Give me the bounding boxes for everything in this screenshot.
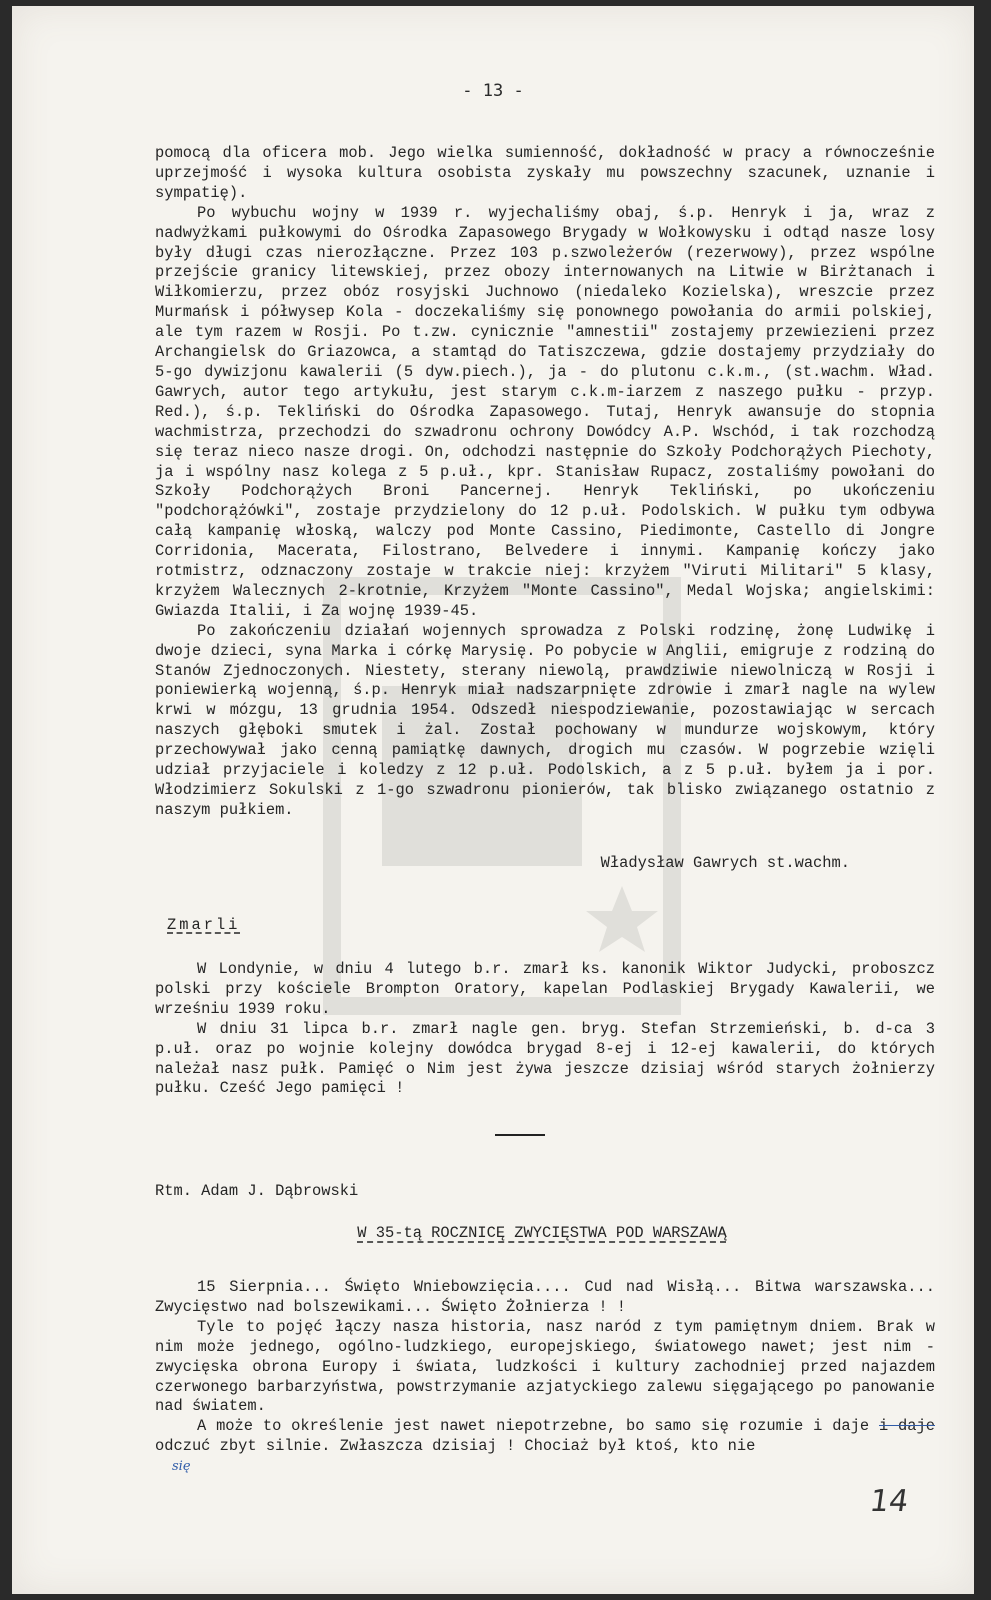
obituary-continuation — [155, 144, 935, 821]
paragraph: Po zakończeniu działań wojennych sprowadza z Polski rodzinę, żonę Ludwikę i dwoje dzieci, syna Marka i córkę Marysię. Po pobycie w Anglii, emigruje z rodziną do Stanów Zjednoczonych. Niestety, sterany niewolą, prawdziwie niewolniczą w Rosji i poniewierką wojenną, ś.p. Henryk miał nadszarpnięte zdrowie i zmarł nagle na wylew krwi w mózgu, 13 grudnia 1954. Odszedł niespodziewanie, pozostawiając w sercach naszych głęboki smutek i żal. Został pochowany w mundurze wojskowym, który przechowywał jako cenną pamiątkę dawnych, drogich mu czasów. W pogrzebie wzięli udział przyjaciele i koledzy z 12 p.uł. Podolskich, a z 5 p.uł. byłem ja i por. Włodzimierz Sokulski z 1-go szwadronu pionierów, tak blisko związanego ostatnio z naszym pułkiem. — [155, 621, 935, 819]
article-title — [152, 1224, 932, 1244]
handwritten-correction: się — [172, 1459, 191, 1474]
handwritten-page-mark: 14 — [867, 1484, 911, 1519]
paragraph: Po wybuchu wojny w 1939 r. wyjechaliśmy obaj, ś.p. Henryk i ja, wraz z nadwyżkami pułkowymi do Ośrodka Zapasowego Brygady w Wołkowysku i odtąd nasze losy były długi czas nierozłączne. Przez 103 p.szwoleżerów (rezerwowy), przez wspólne przejście granicy litewskiej, przez obozy internowanych na Litwie w Birżtanach i Wiłkomierzu, przez obóz rosyjski Juchnowo (niedaleko Kozielska), wreszcie przez Murmańsk i półwysep Kola - doczekaliśmy się ponownego powołania do armii polskiej, ale tym razem w Rosji. Po t.zw. cynicznie "amnestii" zostajemy przewiezieni przez Archangielsk do Griazowca, a stamtąd do Tatiszczewa, gdzie dostajemy przydziały do 5-go dywizjonu kawalerii (5 dyw.piech.), ja - do plutonu c.k.m., (st.wachm. Wład. Gawrych, autor tego artykułu, jest starym c.k.m-iarzem z naszego pułku - przyp. Red.), ś.p. Tekliński do Ośrodka Zapasowego. Tutaj, Henryk awansuje do stopnia wachmistrza, przechodzi do szwadronu ochrony Dowódcy A.P. Wschód, i tak rozchodzą się teraz nieco nasze drogi. On, odchodzi następnie do Szkoły Podchorążych Piechoty, ja i wspólny nasz kolega z 5 p.uł., kpr. Stanisław Rupacz, zostaliśmy powołani do Szkoły Podchorążych Broni Pancernej. Henryk Tekliński, po ukończeniu "podchorążówki", zostaje przydzielony do 12 p.uł. Podolskich. W pułku tym odbywa całą kampanię włoską, walczy pod Monte Cassino, Piedimonte, Castello di Jongre Corridonia, Macerata, Filostrano, Belvedere i innymi. Kampanię kończy jako rotmistrz, odznaczony zostaje w trakcie niej: krzyżem "Viruti Militari" 5 klasy, krzyżem Walecznych 2-krotnie, Krzyżem "Monte Cassino", Medal Wojska; angielskimi: Gwiazda Italii, i Za wojnę 1939-45. — [155, 203, 935, 620]
death-notices — [155, 960, 935, 1099]
paragraph — [155, 1417, 935, 1457]
article-body — [155, 1278, 935, 1457]
section-heading-zmarli — [167, 916, 947, 936]
article-title-text: W 35-tą ROCZNICĘ ZWYCIĘSTWA POD WARSZAWĄ — [357, 1224, 727, 1242]
paragraph: pomocą dla oficera mob. Jego wielka sumienność, dokładność w pracy a równocześnie uprzejmość i wysoka kultura osobista zyskały mu powszechny szacunek, uznanie i sympatię). — [155, 144, 935, 202]
paragraph: W dniu 31 lipca b.r. zmarł nagle gen. bryg. Stefan Strzemieński, b. d-ca 3 p.uł. oraz po wojnie kolejny dowódca brygad 8-ej i 12-ej kawalerii, do których należał nasz pułk. Pamięć o Nim jest żywa jeszcze dzisiaj wśród starych żołnierzy pułku. Cześć Jego pamięci ! — [155, 1019, 935, 1098]
section-divider — [495, 1134, 545, 1136]
struck-text: i daje — [878, 1417, 935, 1436]
document-page — [12, 6, 974, 1594]
page-number: - 13 - — [462, 81, 524, 101]
paragraph-start: A może to określenie jest nawet niepotrzebne, bo samo się rozumie i daje — [197, 1417, 870, 1436]
article-author: Rtm. Adam J. Dąbrowski — [155, 1182, 359, 1200]
paragraph: W Londynie, w dniu 4 lutego b.r. zmarł ks. kanonik Wiktor Judycki, proboszcz polski przy kościele Brompton Oratory, kapelan Podlaskiej Brygady Kawalerii, we wrześniu 1939 roku. — [155, 960, 935, 1018]
paragraph-end: odczuć zbyt silnie. Zwłaszcza dzisiaj ! Chociaż był ktoś, kto nie — [155, 1437, 756, 1456]
signature: Władysław Gawrych st.wachm. — [600, 854, 850, 872]
heading-text: Zmarli — [167, 916, 241, 934]
paragraph: 15 Sierpnia... Święto Wniebowzięcia.... Cud nad Wisłą... Bitwa warszawska... Zwycięstwo nad bolszewikami... Święto Żołnierza ! ! — [155, 1278, 935, 1316]
paragraph: Tyle to pojęć łączy nasza historia, nasz naród z tym pamiętnym dniem. Brak w nim może jednego, ogólno-ludzkiego, europejskiego, światowego nawet; jest nim - zwycięska obrona Europy i świata, ludzkości i kultury zachodniej przed najazdem czerwonego barbarzyństwa, powstrzymanie azjatyckiego zalewu sięgającego po panowanie nad światem. — [155, 1317, 935, 1416]
